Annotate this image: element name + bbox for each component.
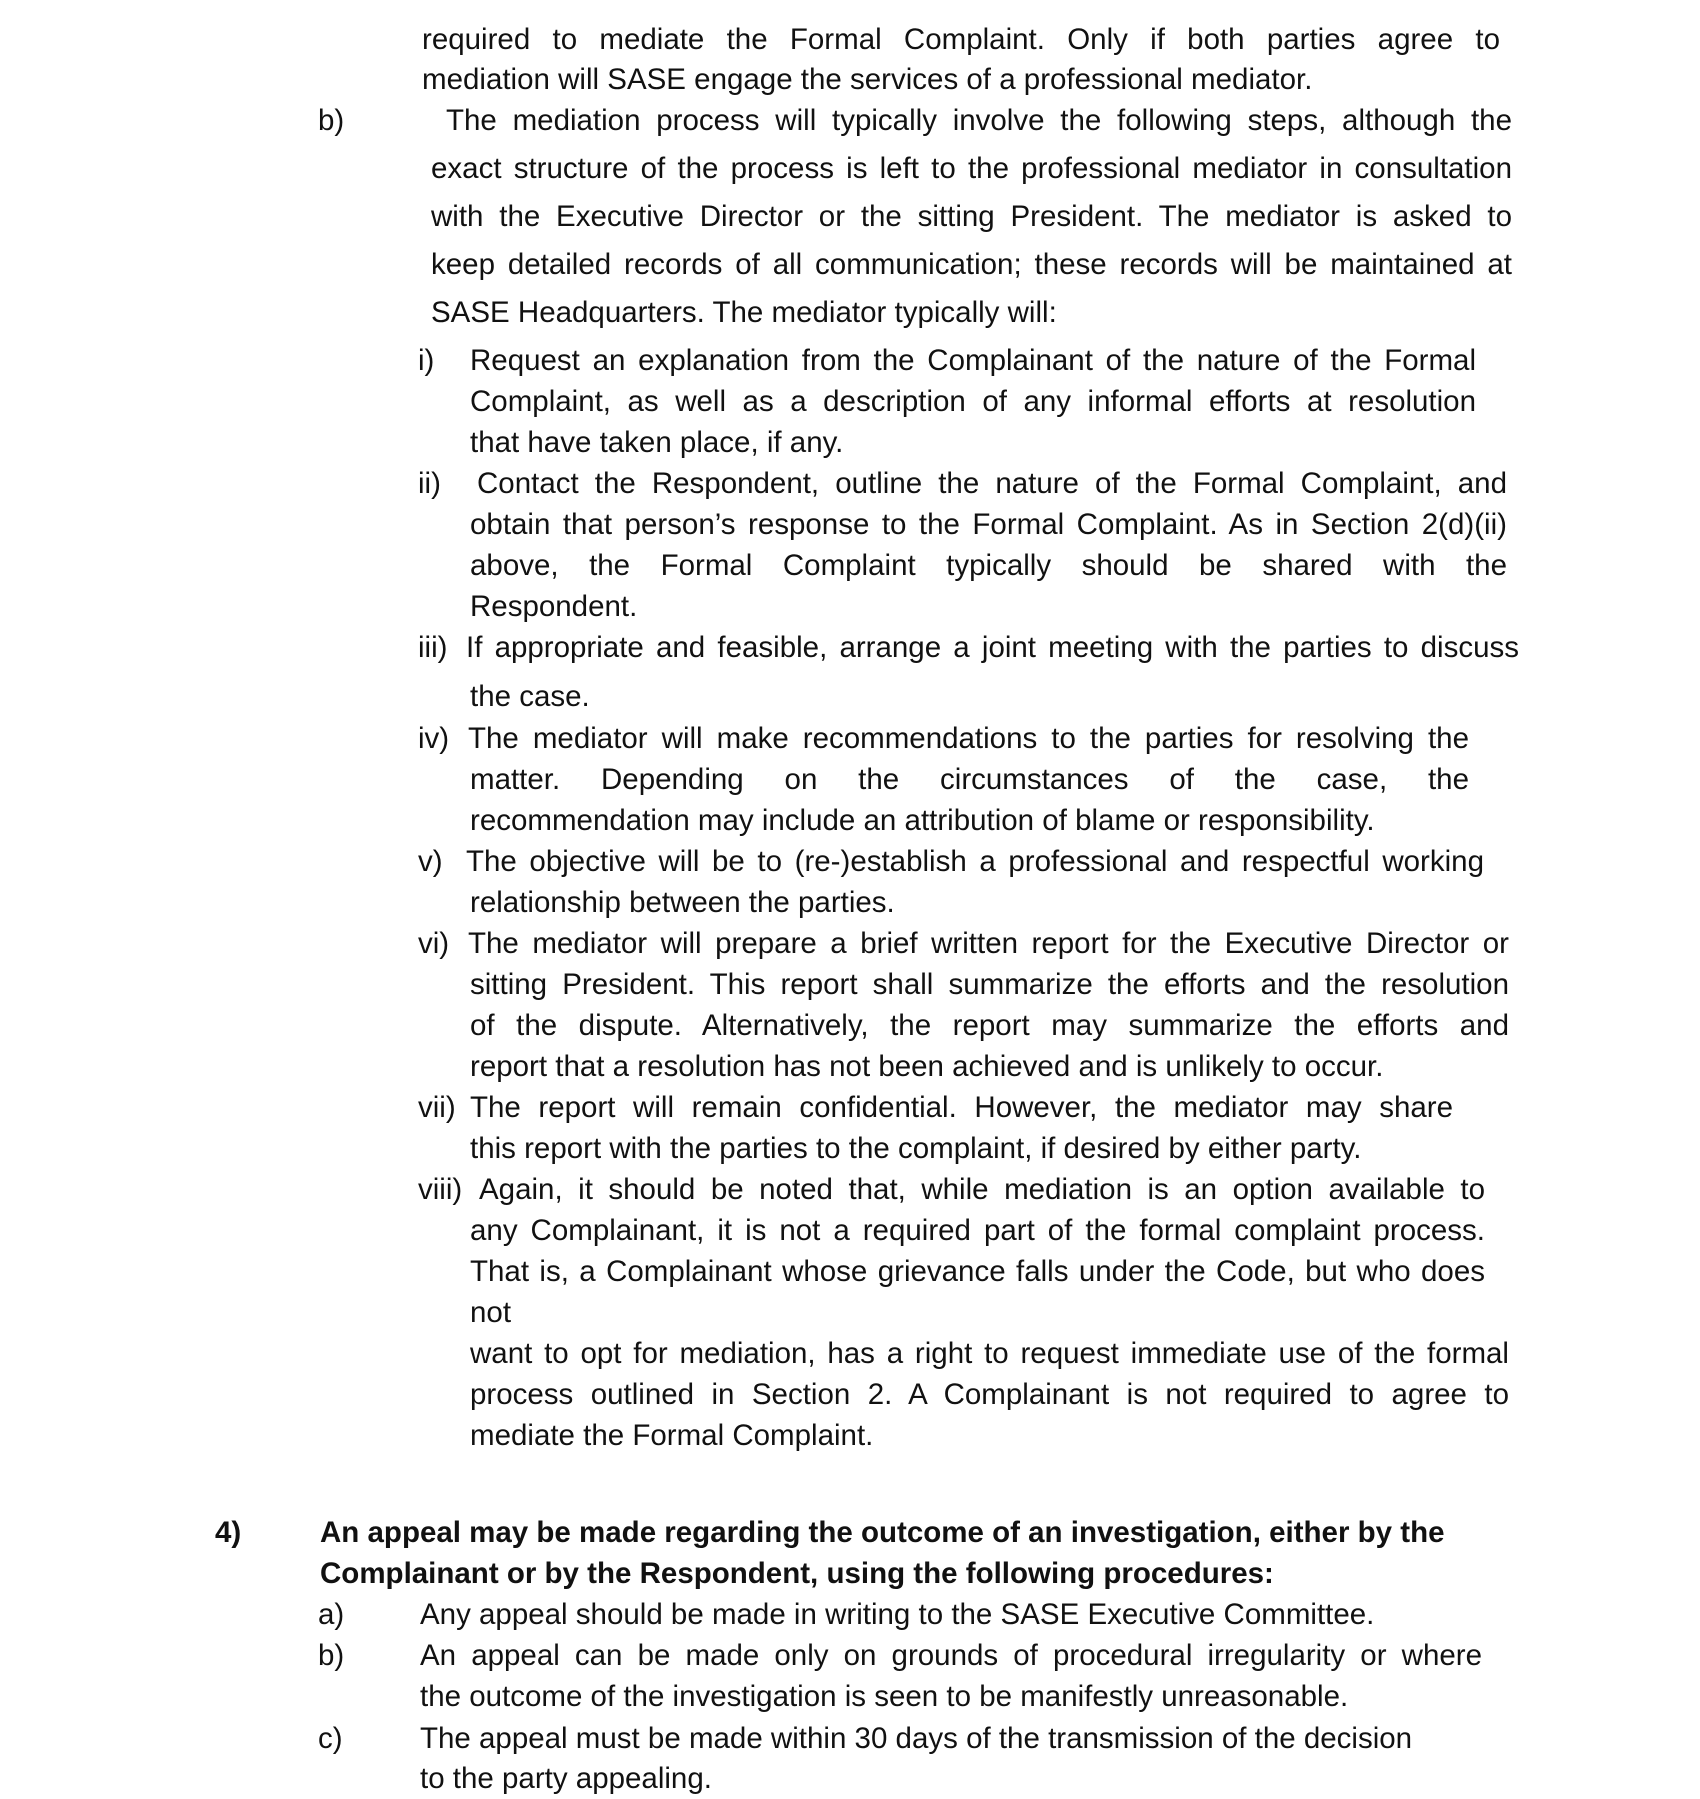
paragraph-line: the case.	[470, 680, 590, 713]
paragraph-line: recommendation may include an attribution of blame or responsibility.	[470, 804, 1375, 837]
paragraph-line: Respondent.	[470, 590, 638, 623]
paragraph-line: mediate the Formal Complaint.	[470, 1419, 874, 1452]
paragraph-line: The mediation process will typically involve the following steps, although the	[446, 104, 1512, 137]
paragraph-line: matter. Depending on the circumstances of the case, the	[470, 763, 1469, 796]
step-marker-vii: vii)	[418, 1091, 456, 1124]
paragraph-line: required to mediate the Formal Complaint. Only if both parties agree to	[422, 23, 1500, 56]
paragraph-line: The mediator will prepare a brief written report for the Executive Director or	[468, 927, 1509, 960]
paragraph-line: keep detailed records of all communication; these records will be maintained at	[431, 248, 1512, 281]
paragraph-line: above, the Formal Complaint typically should be shared with the	[470, 549, 1507, 582]
section-heading-line: An appeal may be made regarding the outcome of an investigation, either by the	[320, 1516, 1445, 1549]
list-marker-b: b)	[318, 1639, 345, 1672]
paragraph-line: to the party appealing.	[420, 1762, 712, 1795]
paragraph-line: obtain that person’s response to the Formal Complaint. As in Section 2(d)(ii)	[470, 508, 1507, 541]
paragraph-line: The appeal must be made within 30 days of the transmission of the decision	[420, 1722, 1413, 1755]
paragraph-line: relationship between the parties.	[470, 886, 895, 919]
paragraph-line: That is, a Complainant whose grievance falls under the Code, but who does	[470, 1255, 1485, 1288]
paragraph-line: mediation will SASE engage the services of a professional mediator.	[422, 63, 1313, 96]
paragraph-line: Contact the Respondent, outline the nature of the Formal Complaint, and	[477, 467, 1507, 500]
step-marker-viii: viii)	[418, 1173, 463, 1206]
paragraph-line: If appropriate and feasible, arrange a joint meeting with the parties to discuss	[466, 631, 1519, 664]
paragraph-line: The mediator will make recommendations to the parties for resolving the	[468, 722, 1469, 755]
paragraph-line: Complaint, as well as a description of any informal efforts at resolution	[470, 385, 1476, 418]
step-marker-iv: iv)	[418, 722, 450, 755]
step-marker-v: v)	[418, 845, 443, 878]
paragraph-line: Request an explanation from the Complainant of the nature of the Formal	[470, 344, 1476, 377]
paragraph-line: process outlined in Section 2. A Complainant is not required to agree to	[470, 1378, 1509, 1411]
paragraph-line: SASE Headquarters. The mediator typically will:	[431, 296, 1057, 329]
paragraph-line: The report will remain confidential. However, the mediator may share	[470, 1091, 1453, 1124]
list-marker-a: a)	[318, 1598, 345, 1631]
paragraph-line: that have taken place, if any.	[470, 426, 844, 459]
paragraph-line: Any appeal should be made in writing to the SASE Executive Committee.	[420, 1598, 1375, 1631]
paragraph-line: exact structure of the process is left to the professional mediator in consultation	[431, 152, 1512, 185]
paragraph-line: any Complainant, it is not a required part of the formal complaint process.	[470, 1214, 1485, 1247]
step-marker-vi: vi)	[418, 927, 450, 960]
section-heading-line: Complainant or by the Respondent, using the following procedures:	[320, 1557, 1274, 1590]
paragraph-line: of the dispute. Alternatively, the report may summarize the efforts and	[470, 1009, 1509, 1042]
paragraph-line: The objective will be to (re-)establish a professional and respectful working	[466, 845, 1484, 878]
paragraph-line: not	[470, 1296, 512, 1329]
paragraph-line: with the Executive Director or the sitting President. The mediator is asked to	[431, 200, 1512, 233]
paragraph-line: want to opt for mediation, has a right to request immediate use of the formal	[470, 1337, 1509, 1370]
list-marker-b: b)	[318, 104, 345, 137]
step-marker-iii: iii)	[418, 631, 448, 664]
section-number-4: 4)	[215, 1516, 242, 1549]
list-marker-c: c)	[318, 1722, 343, 1755]
step-marker-ii: ii)	[418, 467, 441, 500]
paragraph-line: An appeal can be made only on grounds of procedural irregularity or where	[420, 1639, 1482, 1672]
paragraph-line: report that a resolution has not been achieved and is unlikely to occur.	[470, 1050, 1384, 1083]
paragraph-line: Again, it should be noted that, while mediation is an option available to	[479, 1173, 1485, 1206]
paragraph-line: sitting President. This report shall summarize the efforts and the resolution	[470, 968, 1509, 1001]
paragraph-line: this report with the parties to the complaint, if desired by either party.	[470, 1132, 1362, 1165]
paragraph-line: the outcome of the investigation is seen to be manifestly unreasonable.	[420, 1680, 1349, 1713]
step-marker-i: i)	[418, 344, 435, 377]
